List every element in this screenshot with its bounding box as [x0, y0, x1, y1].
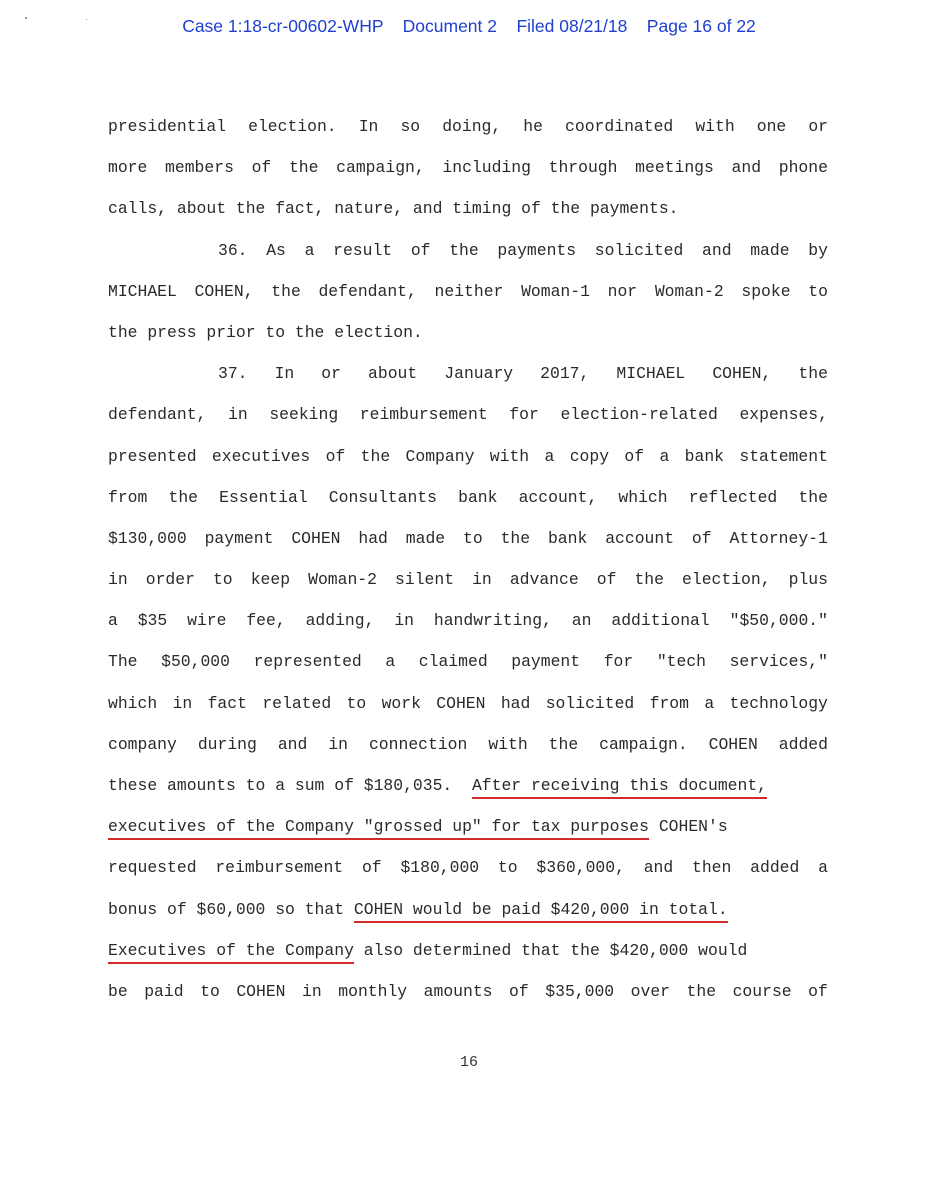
text-line: $130,000 payment COHEN had made to the bank account of Attorney-1: [108, 528, 828, 548]
text-segment: COHEN's: [648, 817, 728, 837]
page-number: 16: [459, 1054, 478, 1071]
document-body: [108, 112, 828, 1018]
handwritten-underline-segment: Executives of the Company: [108, 941, 354, 964]
text-line: presidential election. In so doing, he coordinated with one or: [108, 117, 828, 136]
text-segment: bonus of $60,000 so that: [108, 899, 354, 919]
text-line: calls, about the fact, nature, and timing of the payments.: [108, 199, 679, 219]
handwritten-underline-segment: After receiving this document,: [472, 776, 767, 799]
text-line: presented executives of the Company with a copy of a bank statement: [108, 446, 828, 466]
text-line: 37. In or about January 2017, MICHAEL COHEN, the: [218, 364, 828, 384]
text-line: [108, 895, 828, 936]
text-line: in order to keep Woman-2 silent in advance of the election, plus: [108, 570, 828, 590]
case-header: Case 1:18-cr-00602-WHP Document 2 Filed 08/21/18 Page 16 of 22: [182, 16, 756, 36]
handwritten-underline-segment: executives of the Company "grossed up" for tax purposes: [108, 817, 649, 840]
text-line: defendant, in seeking reimbursement for election-related expenses,: [108, 405, 828, 425]
text-line: from the Essential Consultants bank account, which reflected the: [108, 487, 828, 507]
text-line: the press prior to the election.: [108, 322, 423, 342]
text-line: requested reimbursement of $180,000 to $360,000, and then added a: [108, 858, 828, 878]
text-line: company during and in connection with the campaign. COHEN added: [108, 734, 828, 754]
text-line: 36. As a result of the payments solicited and made by: [218, 240, 828, 260]
text-segment: these amounts to a sum of $180,035.: [108, 776, 472, 795]
text-line: [108, 812, 828, 853]
text-line: more members of the campaign, including through meetings and phone: [108, 158, 828, 178]
text-line: [108, 771, 828, 812]
text-line: which in fact related to work COHEN had solicited from a technology: [108, 693, 828, 713]
text-line: The $50,000 represented a claimed payment for "tech services,": [108, 652, 828, 672]
text-line: MICHAEL COHEN, the defendant, neither Woman-1 nor Woman-2 spoke to: [108, 281, 828, 301]
text-segment: also determined that the $420,000 would: [353, 940, 748, 960]
handwritten-underline-segment: COHEN would be paid $420,000 in total.: [354, 900, 728, 923]
text-line: [108, 936, 828, 977]
text-line: be paid to COHEN in monthly amounts of $35,000 over the course of: [108, 981, 828, 1001]
text-line: a $35 wire fee, adding, in handwriting, an additional "$50,000.": [108, 611, 828, 631]
